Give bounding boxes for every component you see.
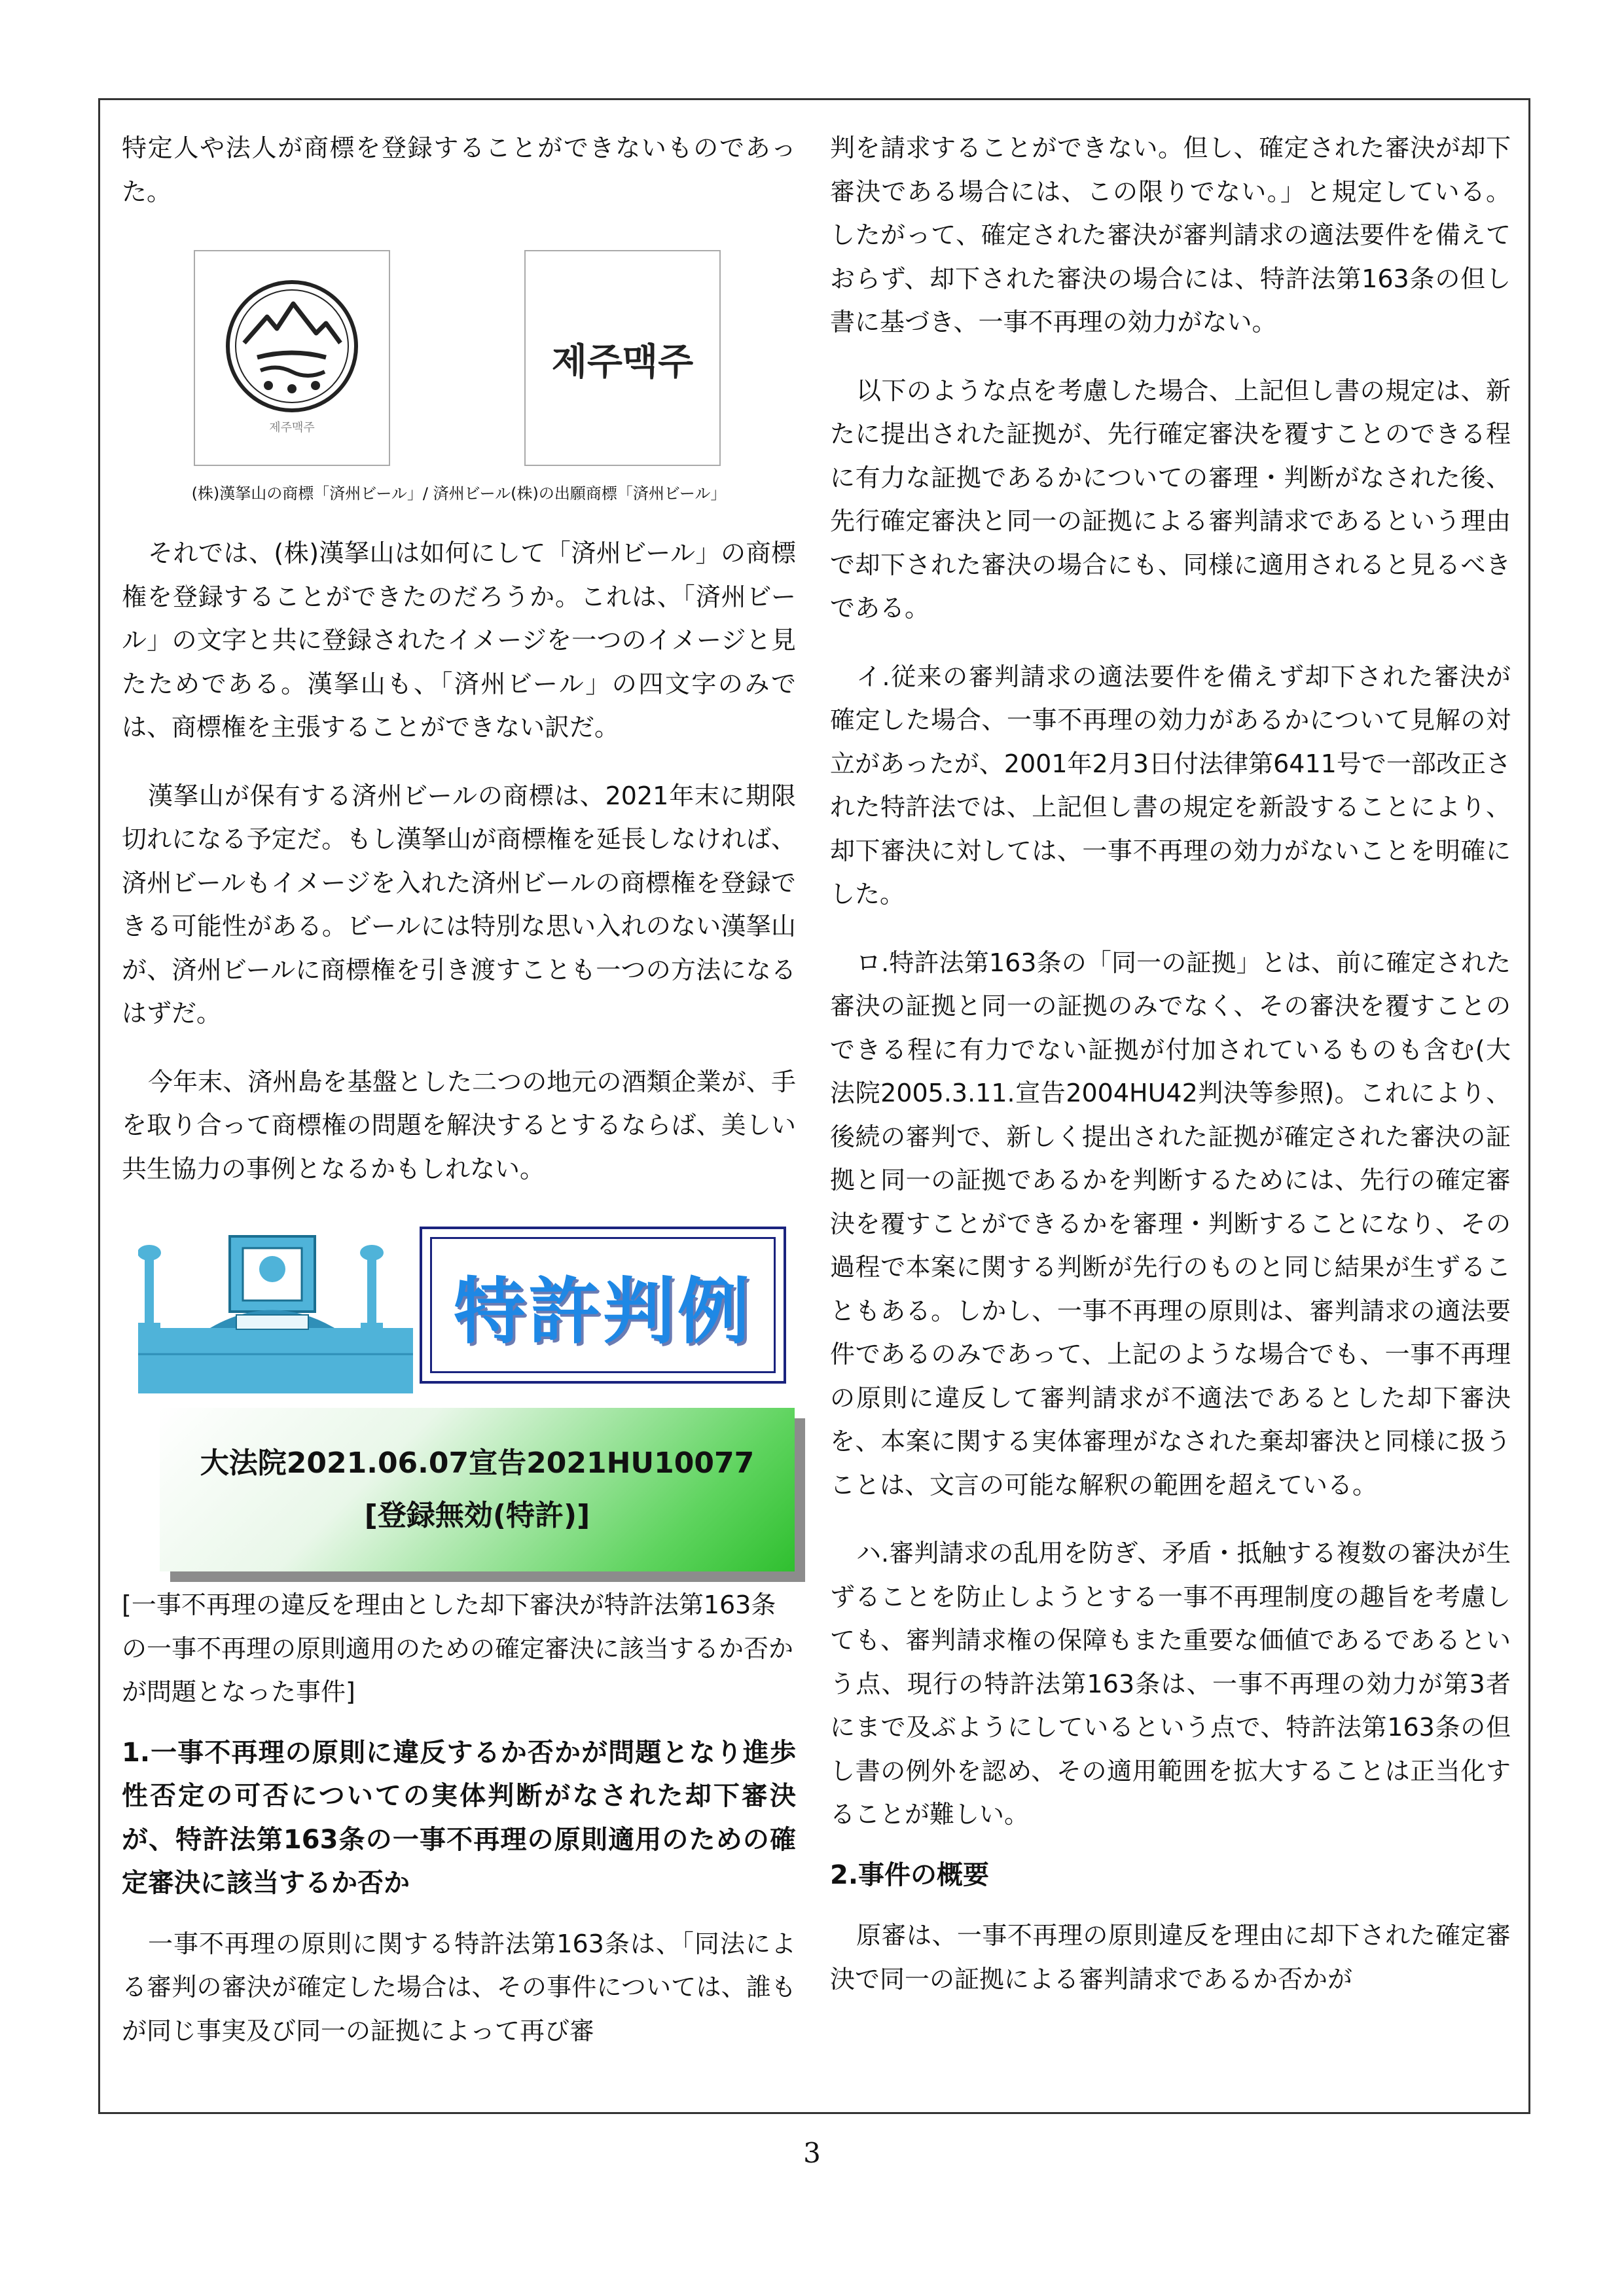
banner-title-box xyxy=(420,1227,786,1384)
case-summary-bracket: [一事不再理の違反を理由とした却下審決が特許法第163条の一事不再理の原則適用のための確定審決に該当するか否かが問題となった事件] xyxy=(122,1590,794,1706)
left-paragraph-2: 漢拏山が保有する済州ビールの商標は、2021年末に期限切れになる予定だ。もし漢拏山が商標権を延長しなければ、済州ビールもイメージを入れた済州ビールの商標権を登録できる可能性がある。ビールには特別な思い入れのない漢拏山が、済州ビールに商標権を引き渡すことも一つの方法になるはずだ。 xyxy=(122,781,796,1028)
left-paragraph-1: それでは、(株)漢拏山は如何にして「済州ビール」の商標権を登録することができたのだろうか。これは、「済州ビール」の文字と共に登録されたイメージを一つのイメージと見たためである。漢拏山も、「済州ビール」の四文字のみでは、商標権を主張することができない訳だ。 xyxy=(122,539,796,742)
banner-title: 特許判例 xyxy=(454,1270,752,1354)
left-paragraph-0: 特定人や法人が商標を登録することができないものであった。 xyxy=(122,134,796,206)
case-number-box xyxy=(160,1408,795,1571)
right-paragraph-3: ロ.特許法第163条の「同一の証拠」とは、前に確定された審決の証拠と同一の証拠のみでなく、その審決を覆すことのできる程に有力でない証拠が付加されているものも含む(大法院2005.3.11.宣告2004HU42判決等参照)。これにより、後続の審判で、新しく提出された証拠が確定された審決の証拠と同一の証拠であるかを判断するためには、先行の確定審決を覆すことができるかを審理・判断することになり、その過程で本案に関する判断が先行のものと同じ結果が生ずることもある。しかし、一事不再理の原則は、審判請求の適法要件であるのみであって、上記のような場合でも、一事不再理の原則に違反して審判請求が不適法であるとした却下審決を、本案に関する実体審理がなされた棄却審決と同様に扱うことは、文言の可能な解釈の範囲を超えている。 xyxy=(830,948,1511,1499)
page-frame xyxy=(98,98,1530,2114)
hallasan-logo-label: 제주맥주 xyxy=(269,421,315,435)
logo-caption: (株)漢拏山の商標「済州ビール」/ 済州ビール(株)の出願商標「済州ビール」 xyxy=(191,484,727,503)
left-column xyxy=(122,126,796,2053)
right-paragraph-4: ハ.審判請求の乱用を防ぎ、矛盾・抵触する複数の審決が生ずることを防止しようとする一事不再理制度の趣旨を考慮しても、審判請求権の保障もまた重要な価値であるであるという点、現行の特許法第163条は、一事不再理の効力が第3者にまで及ぶようにしているという点で、特許法第163条の但し書の例外を認め、その適用範囲を拡大することは正当化することが難しい。 xyxy=(830,1539,1511,1829)
section-heading-2: 2.事件の概要 xyxy=(830,1859,990,1890)
courtroom-icon xyxy=(138,1230,413,1393)
patent-case-banner xyxy=(122,1217,796,1583)
right-paragraph-1: 以下のような点を考慮した場合、上記但し書の規定は、新たに提出された証拠が、先行確定審決を覆すことのできる程に有力な証拠であるかについての審理・判断がなされた後、先行確定審決と同一の証拠による審判請求であるという理由で却下された審決の場合にも、同様に適用されると見るべきである。 xyxy=(830,376,1511,622)
left-paragraph-3: 今年末、済州島を基盤とした二つの地元の酒類企業が、手を取り合って商標権の問題を解決するとするならば、美しい共生協力の事例となるかもしれない。 xyxy=(122,1067,796,1183)
right-paragraph-0: 判を請求することができない。但し、確定された審決が却下審決である場合には、この限りでない。」と規定している。したがって、確定された審決が審判請求の適法要件を備えておらず、却下された審決の場合には、特許法第163条の但し書に基づき、一事不再理の効力がない。 xyxy=(830,134,1511,336)
case-type: [登録無効(特許)] xyxy=(364,1499,590,1532)
jeju-beer-logo-text: 제주맥주 xyxy=(551,341,694,384)
section-heading-1: 1.一事不再理の原則に違反するか否かが問題となり進歩性否定の可否についての実体判断がなされた却下審決が、特許法第163条の一事不再理の原則適用のための確定審決に該当するか否か xyxy=(122,1737,796,1898)
page-number: 3 xyxy=(803,2137,821,2169)
right-paragraph-2: イ.従来の審判請求の適法要件を備えず却下された審決が確定した場合、一事不再理の効力があるかについて見解の対立があったが、2001年2月3日付法律第6411号で一部改正された特許法では、上記但し書の規定を新設することにより、却下審決に対しては、一事不再理の効力がないことを明確にした。 xyxy=(830,662,1511,908)
right-paragraph-5: 原審は、一事不再理の原則違反を理由に却下された確定審決で同一の証拠による審判請求であるか否かが xyxy=(830,1921,1511,1994)
left-paragraph-4: 一事不再理の原則に関する特許法第163条は、「同法による審判の審決が確定した場合は、その事件については、誰もが同じ事実及び同一の証拠によって再び審 xyxy=(122,1929,796,2045)
right-column xyxy=(830,126,1511,2001)
logo-row xyxy=(122,250,796,531)
jeju-beer-logo xyxy=(524,250,721,466)
hallasan-logo xyxy=(194,250,390,466)
case-number: 大法院2021.06.07宣告2021HU10077 xyxy=(200,1446,755,1480)
